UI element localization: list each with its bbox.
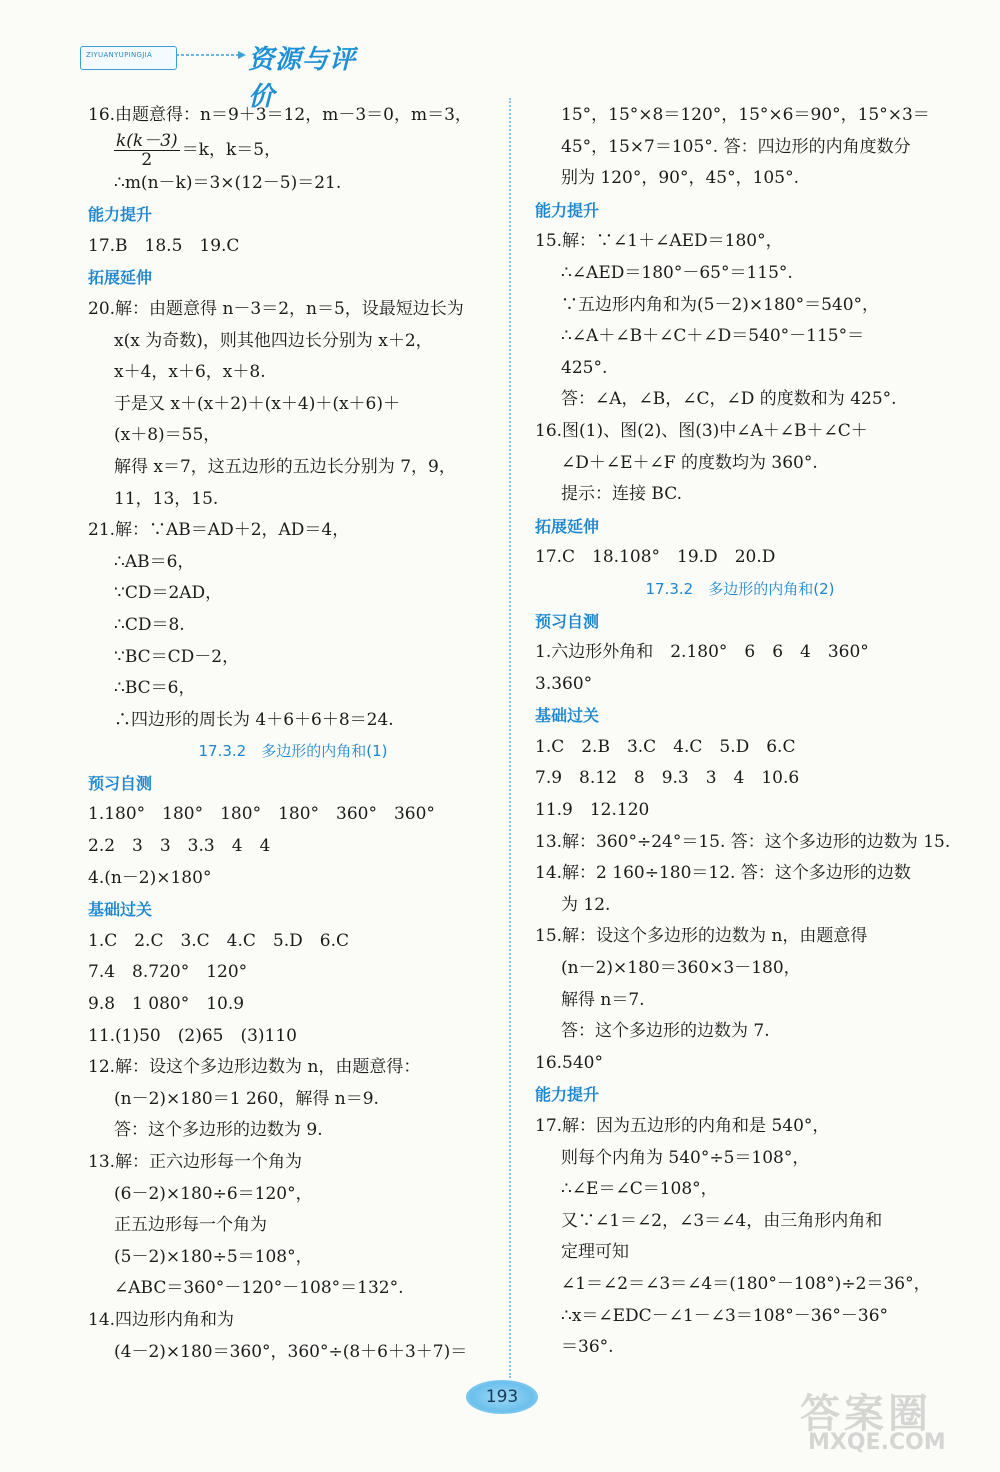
section-heading: 基础过关 [88, 900, 153, 920]
answer-line: 4.(n－2)×180° [88, 867, 212, 888]
answer-line: (n－2)×180＝360×3－180， [561, 958, 801, 979]
arrow-right-icon [176, 50, 246, 60]
page-number: 193 [466, 1380, 538, 1414]
answer-line: 答：这个多边形的边数为 7. [561, 1021, 770, 1042]
answer-line: ∴∠E＝∠C＝108°， [561, 1179, 718, 1200]
answer-line: ∴BC＝6， [114, 678, 196, 699]
answer-line: ∠D＋∠E＋∠F 的度数均为 360°. [561, 452, 818, 473]
answer-line: 别为 120°，90°，45°，105°. [561, 168, 799, 189]
answer-line: ＝36°. [561, 1337, 614, 1358]
answer-line: (x＋8)＝55， [114, 425, 221, 446]
fraction-denominator: 2 [141, 149, 153, 170]
answer-line: ∠ABC＝360°－120°－108°＝132°. [114, 1278, 404, 1299]
answer-line: 21.解：∵AB＝AD＋2，AD＝4， [88, 520, 350, 541]
answer-line: 提示：连接 BC. [561, 484, 683, 505]
answer-line: 16.540° [535, 1052, 603, 1073]
answer-line: ∴m(n－k)＝3×(12－5)＝21. [114, 172, 342, 193]
answer-line: 于是又 x＋(x＋2)＋(x＋4)＋(x＋6)＋ [114, 393, 400, 414]
fraction [114, 132, 180, 169]
fraction-tail: ＝k，k＝5， [181, 139, 282, 160]
answer-line: 又∵∠1＝∠2，∠3＝∠4，由三角形内角和 [561, 1210, 883, 1231]
answer-line: 9.8 1 080° 10.9 [88, 994, 245, 1015]
section-heading: 基础过关 [535, 706, 600, 726]
section-heading: 拓展延伸 [88, 268, 153, 288]
answer-line: 20.解：由题意得 n－3＝2，n＝5，设最短边长为 [88, 298, 464, 319]
section-heading: 拓展延伸 [535, 516, 600, 536]
answer-line: 425°. [561, 357, 608, 378]
answer-line: 3.360° [535, 673, 593, 694]
section-title: 17.3.2 多边形的内角和(2) [645, 579, 835, 598]
answer-line: (4－2)×180＝360°，360°÷(8＋6＋3＋7)＝ [114, 1341, 468, 1362]
answer-line: 定理可知 [561, 1242, 629, 1263]
answer-line: 解得 x＝7，这五边形的五边长分别为 7，9， [114, 456, 456, 477]
answer-line: x(x 为奇数)，则其他四边长分别为 x＋2， [114, 330, 433, 351]
answer-line: 15.解：∵∠1＋∠AED＝180°， [535, 231, 783, 252]
answer-line: ∴∠A＋∠B＋∠C＋∠D＝540°－115°＝ [561, 326, 865, 347]
header [80, 38, 380, 112]
answer-line: 2.2 3 3 3.3 4 4 [88, 836, 271, 857]
answer-line: ∴x＝∠EDC－∠1－∠3＝108°－36°－36° [561, 1305, 889, 1326]
answer-line: ∵五边形内角和为(5－2)×180°＝540°， [561, 294, 880, 315]
answer-line: 15°，15°×8＝120°，15°×6＝90°，15°×3＝ [561, 105, 930, 125]
section-title: 17.3.2 多边形的内角和(1) [198, 742, 388, 761]
watermark-site: MXQE.COM [808, 1430, 946, 1455]
answer-line: ∴AB＝6， [114, 551, 195, 572]
answer-line: 45°，15×7＝105°. 答：四边形的内角度数分 [561, 136, 911, 157]
answer-line: 17.解：因为五边形的内角和是 540°， [535, 1116, 830, 1136]
answer-line: 解得 n＝7. [561, 989, 645, 1010]
answer-line: 14.解：2 160÷180＝12. 答：这个多边形的边数 [535, 863, 911, 884]
answer-line: 16.图(1)、图(2)、图(3)中∠A＋∠B＋∠C＋ [535, 420, 868, 441]
answer-line: 13.解：正六边形每一个角为 [88, 1152, 303, 1172]
answer-line: 答：∠A，∠B，∠C，∠D 的度数和为 425°. [561, 389, 897, 410]
answer-line: ∴CD＝8. [114, 614, 185, 635]
answer-line: 1.C 2.C 3.C 4.C 5.D 6.C [88, 930, 349, 951]
answer-line: ∵BC＝CD－2， [114, 646, 240, 667]
watermark-logo: 答案圈 [800, 1391, 932, 1437]
answer-line: 答：这个多边形的边数为 9. [114, 1120, 323, 1141]
watermark [800, 1382, 980, 1462]
answer-line: (n－2)×180＝1 260，解得 n＝9. [114, 1088, 379, 1109]
answer-line: 11.9 12.120 [535, 800, 650, 821]
header-title: 资源与评价 [248, 45, 357, 112]
answer-line: ∴∠AED＝180°－65°＝115°. [561, 262, 793, 283]
answer-line: (6－2)×180÷6＝120°， [114, 1183, 313, 1204]
answer-line: ∠1＝∠2＝∠3＝∠4＝(180°－108°)÷2＝36°， [561, 1273, 931, 1294]
answer-line: 14.四边形内角和为 [88, 1309, 235, 1330]
section-heading: 预习自测 [535, 611, 600, 631]
answer-line: 正五边形每一个角为 [114, 1215, 267, 1236]
fraction-line [88, 132, 498, 168]
answer-line: 17.C 18.108° 19.D 20.D [535, 547, 776, 568]
section-heading: 能力提升 [88, 205, 153, 225]
answer-line: 1.C 2.B 3.C 4.C 5.D 6.C [535, 736, 796, 757]
answer-line: 7.4 8.720° 120° [88, 962, 248, 983]
section-heading: 能力提升 [535, 1085, 600, 1105]
answer-line: 为 12. [561, 894, 611, 915]
answer-line: 16.由题意得：n＝9＋3＝12，m－3＝0，m＝3， [88, 105, 472, 125]
section-heading: 能力提升 [535, 200, 600, 220]
answer-line: 12.解：设这个多边形边数为 n，由题意得： [88, 1057, 421, 1078]
section-heading: 预习自测 [88, 773, 153, 793]
answer-line: 1.180° 180° 180° 180° 360° 360° [88, 804, 435, 825]
answer-line: 则每个内角为 540°÷5＝108°， [561, 1147, 810, 1168]
left-column [88, 100, 498, 1368]
answer-line: ∴四边形的周长为 4＋6＋6＋8＝24. [114, 709, 394, 730]
answer-line: 13.解：360°÷24°＝15. 答：这个多边形的边数为 15. [535, 831, 951, 852]
answer-line: 11.(1)50 (2)65 (3)110 [88, 1025, 297, 1046]
fraction-numerator: k(k－3) [116, 130, 178, 151]
answer-line: 15.解：设这个多边形的边数为 n，由题意得 [535, 926, 868, 947]
right-column [535, 100, 951, 1364]
answer-line: 17.B 18.5 19.C [88, 235, 240, 256]
answer-line: 7.9 8.12 8 9.3 3 4 10.6 [535, 768, 800, 789]
answer-line: 1.六边形外角和 2.180° 6 6 4 360° [535, 642, 869, 663]
answer-line: x＋4，x＋6，x＋8. [114, 362, 266, 383]
answer-line: ∵CD＝2AD， [114, 583, 223, 604]
column-divider [509, 98, 511, 1378]
header-pinyin: ZIYUANYUPINGJIA [86, 51, 153, 59]
answer-line: (5－2)×180÷5＝108°， [114, 1246, 313, 1267]
answer-line: 11，13，15. [114, 488, 219, 509]
